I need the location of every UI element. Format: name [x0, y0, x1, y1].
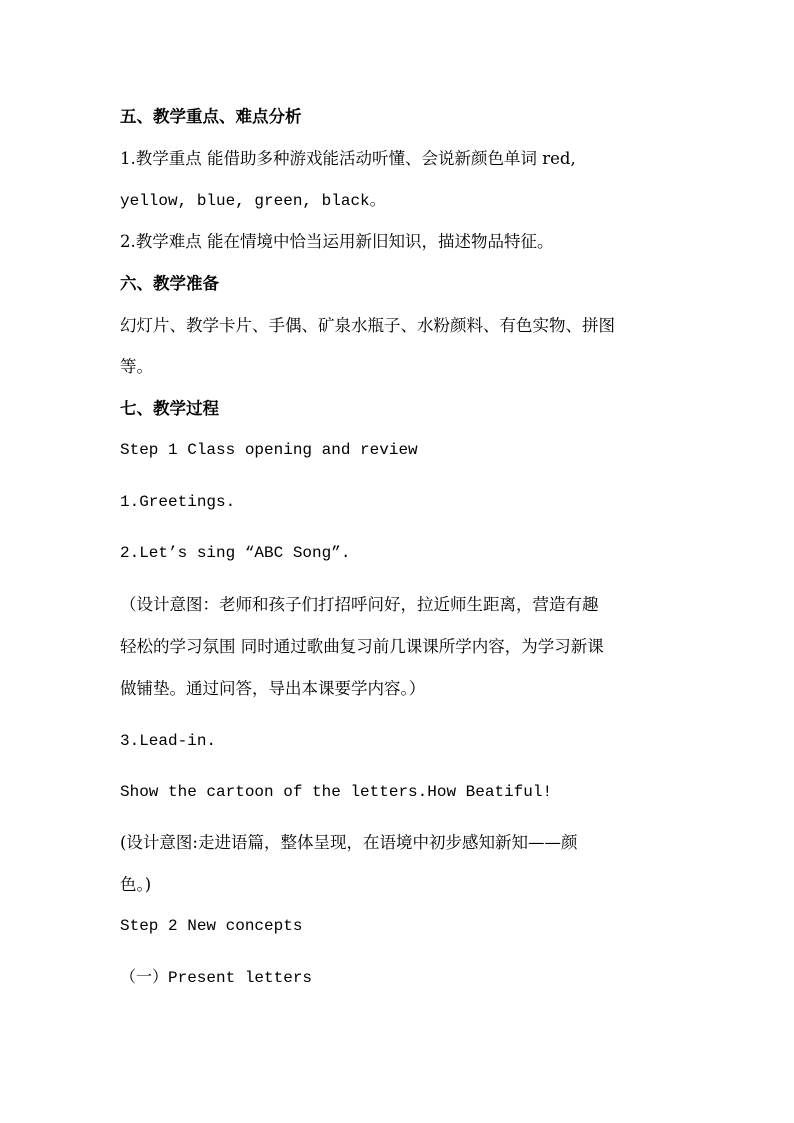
show-cartoon-line: Show the cartoon of the letters.How Beatiful! [120, 783, 553, 801]
preparation-line-2: 等。 [120, 357, 153, 376]
step-2-heading: Step 2 New concepts [120, 917, 303, 935]
section-six-heading: 六、教学准备 [120, 274, 219, 293]
present-letters-subheading: （一）Present letters [120, 969, 313, 987]
preparation-line-1: 幻灯片、教学卡片、手偶、矿泉水瓶子、水粉颜料、有色实物、拼图 [120, 316, 615, 335]
key-points-paragraph-line-1: 1.教学重点 能借助多种游戏能活动听懂、会说新颜色单词 red, [120, 149, 576, 168]
key-points-paragraph-line-2: yellow, blue, green, black。 [120, 192, 386, 210]
design-intent-1-line-1: （设计意图：老师和孩子们打招呼问好，拉近师生距离，营造有趣 [120, 595, 599, 614]
section-seven-heading: 七、教学过程 [120, 399, 219, 418]
difficult-points-paragraph: 2.教学难点 能在情境中恰当运用新旧知识，描述物品特征。 [120, 232, 554, 251]
design-intent-2-line-2: 色。) [120, 875, 152, 894]
greetings-item: 1.Greetings. [120, 493, 236, 511]
design-intent-1-line-3: 做铺垫。通过问答，导出本课要学内容。） [120, 679, 426, 698]
design-intent-2-line-1: (设计意图:走进语篇，整体呈现，在语境中初步感知新知——颜 [120, 833, 578, 852]
step-1-heading: Step 1 Class opening and review [120, 441, 418, 459]
sing-item: 2.Let’s sing “ABC Song”. [120, 544, 351, 562]
design-intent-1-line-2: 轻松的学习氛围 同时通过歌曲复习前几课课所学内容，为学习新课 [120, 637, 604, 656]
lead-in-item: 3.Lead-in. [120, 732, 217, 750]
section-five-heading: 五、教学重点、难点分析 [120, 107, 302, 126]
